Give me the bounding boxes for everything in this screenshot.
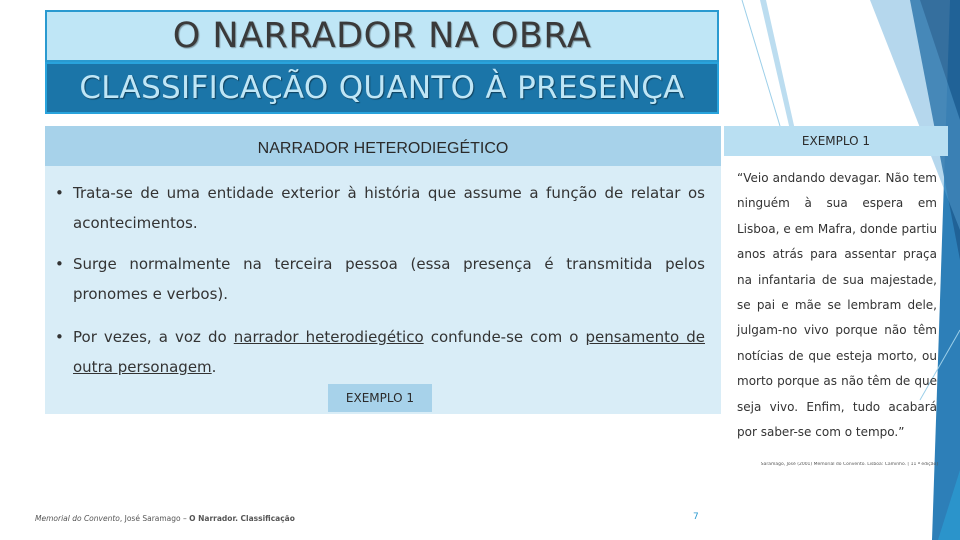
bullet-text xyxy=(55,322,705,382)
bullet-item xyxy=(55,178,705,238)
panel-header xyxy=(45,126,721,166)
page-number: 7 xyxy=(693,512,699,522)
example-1-button[interactable]: EXEMPLO 1 xyxy=(328,384,432,412)
bullet-text-part: confunde-se com o xyxy=(423,328,586,346)
footer-topic: O Narrador. Classificação xyxy=(189,514,295,523)
citation: Saramago, José (2001) Memorial do Convento. Lisboa: Caminho. [ 11 ª edição] xyxy=(760,462,938,467)
bullet-item xyxy=(55,249,705,309)
bullet-text: Surge normalmente na terceira pessoa (essa presença é transmitida pelos pronomes e verbos). xyxy=(73,255,705,303)
example-header: EXEMPLO 1 xyxy=(724,126,948,156)
title-banner xyxy=(45,10,719,62)
bullet-glyph: • xyxy=(55,184,64,202)
bullet-text: Trata-se de uma entidade exterior à história que assume a função de relatar os acontecimentos. xyxy=(73,184,705,232)
content-panel xyxy=(45,126,721,414)
subtitle-banner xyxy=(45,62,719,114)
narrador-heterodiegetico-link[interactable]: narrador heterodiegético xyxy=(233,328,424,346)
bullet-item xyxy=(55,322,705,382)
bullet-glyph: • xyxy=(55,255,64,273)
bullet-text-part: . xyxy=(211,358,217,376)
bullet-text-part: Por vezes, a voz do xyxy=(73,328,234,346)
bullet-glyph: • xyxy=(55,328,64,346)
panel-header-title: NARRADOR HETERODIEGÉTICO xyxy=(257,140,509,157)
pensamento-personagem-link[interactable]: pensamento de outra personagem xyxy=(73,328,705,376)
footer-work: Memorial do Convento xyxy=(35,514,120,523)
footer xyxy=(35,514,295,523)
slide-subtitle: CLASSIFICAÇÃO QUANTO À PRESENÇA xyxy=(79,70,685,106)
example-quote: “Veio andando devagar. Não tem ninguém à sua espera em Lisboa, e em Mafra, donde partiu anos atrás para assentar praça na infantaria de sua majestade, se pai e mãe se lembram dele, julgam-no vivo porque não têm notícias de que esteja morto, ou morto porque as não têm de que seja vivo. Enfim, tudo acabará por saber-se com o tempo.” xyxy=(737,171,937,440)
footer-author: , José Saramago – xyxy=(119,514,190,523)
slide-title: O NARRADOR NA OBRA xyxy=(172,16,592,56)
